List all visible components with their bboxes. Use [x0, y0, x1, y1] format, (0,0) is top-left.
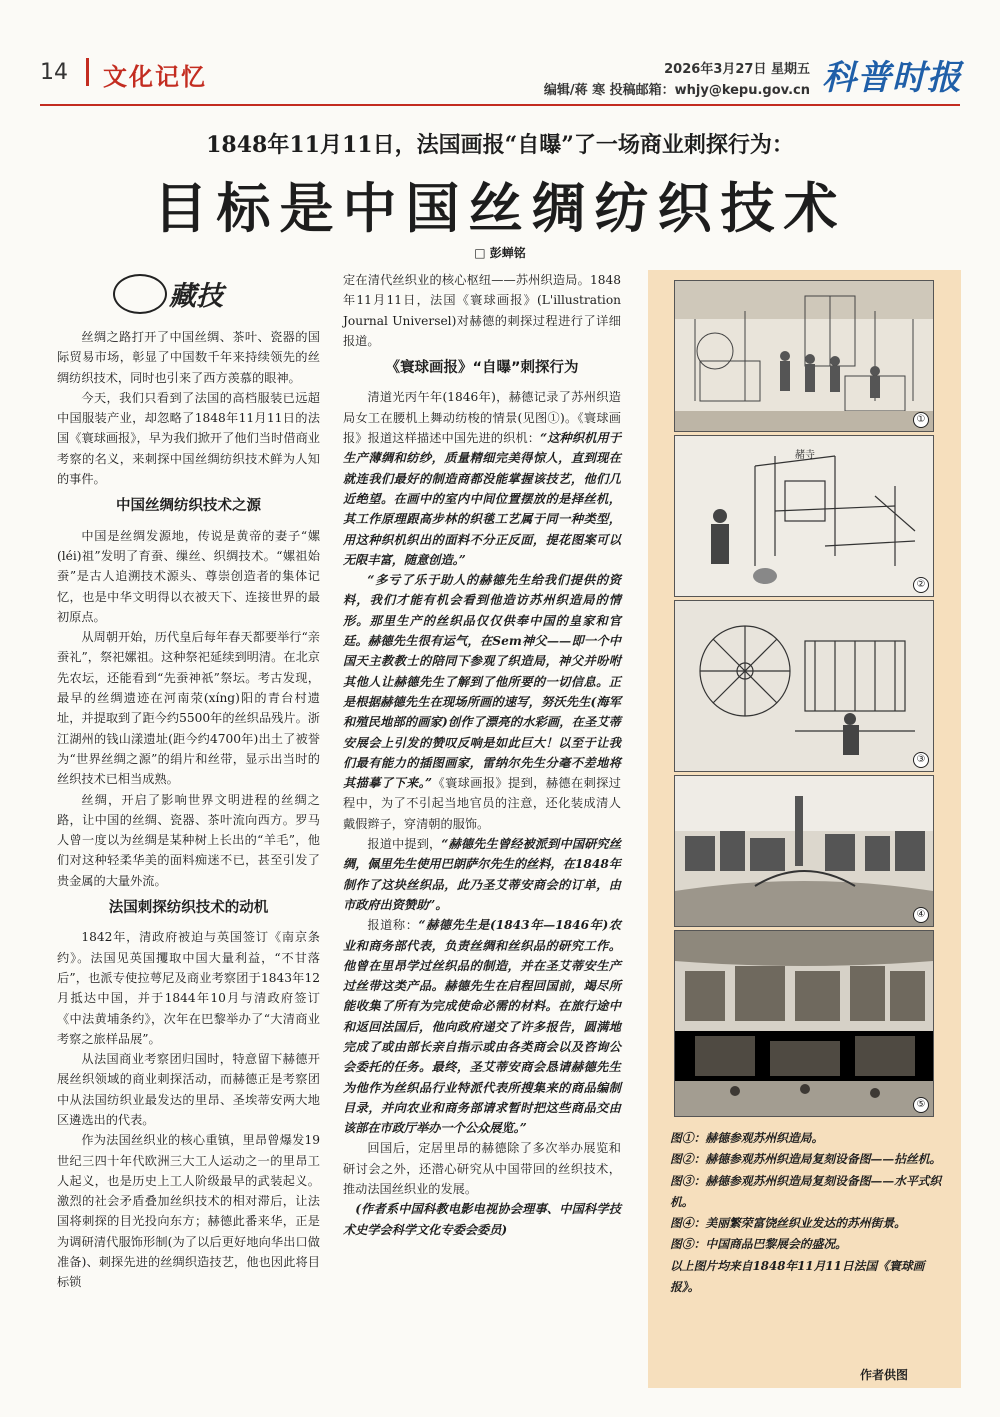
article-column-1: [57, 327, 320, 1293]
paragraph: 中国是丝绸发源地，传说是黄帝的妻子“嫘(léi)祖”发明了育蚕、缫丝、织绸技术。“嫘祖始蚕”是古人追溯技术源头、尊崇创造者的集体记忆，也是中华文明得以衣被天下、连接世界的最初原点。: [57, 528, 320, 624]
issue-date: 2026年3月27日 星期五: [664, 62, 810, 77]
paragraph-text: 报道中提到，: [367, 837, 442, 852]
paragraph: 丝绸，开启了影响世界文明进程的丝绸之路，让中国的丝绸、瓷器、茶叶流向西方。罗马人曾一度以为丝绸是某种树上长出的“羊毛”，他们对这种轻柔华美的面料痴迷不已，甚至引发了贵金属的大量外流。: [57, 792, 320, 888]
page-number: 14: [40, 60, 68, 85]
quote-text: “赫德先生是(1843年—1846年)农业和商务部代表，负责丝绸和丝织品的研究工作。他曾在里昂学过丝织品的制造，并在圣艾蒂安生产过丝带这类产品。赫德先生在启程回国前，竭尽所能收集了所有为完成使命必需的材料。在旅行途中和返回法国后，他向政府递交了许多报告，圆满地完成了或由部长亲自指示或由各类商会以及咨询公会委托的任务。最终，圣艾蒂安商会恳请赫德先生为他作为丝织品行业特派代表所搜集来的商品编制目录，并向农业和商务部请求暂时把这些商品交由该部在市政厅举办一个公众展览。”: [343, 918, 621, 1136]
figure-2-label: ②: [913, 577, 929, 593]
paragraph-text: 报道称：: [367, 918, 419, 933]
figure-3-image: [674, 600, 934, 772]
paragraph: [343, 387, 621, 570]
page-divider: [86, 58, 89, 86]
paragraph: 丝绸之路打开了中国丝绸、茶叶、瓷器的国际贸易市场，彰显了中国数千年来持续领先的丝绸纺织技术，同时也引来了西方羡慕的眼神。: [57, 330, 320, 385]
paragraph-text: 《寰球画报》提到，赫德在刺探过程中，为了不引起当地官员的注意，还化装成清人戴假辫子，穿清朝的服饰。: [343, 776, 621, 831]
caption-source: 以上图片均来自1848年11月11日法国《寰球画报》。: [670, 1258, 925, 1295]
caption-5: 图⑤：中国商品巴黎展会的盛况。: [670, 1237, 847, 1252]
figure-4-label: ④: [913, 907, 929, 923]
paragraph: 今天，我们只看到了法国的高档服装已远超中国服装产业，却忽略了1848年11月11日的法国《寰球画报》，早为我们掀开了他们当时借商业考察的名义，来刺探中国丝绸纺织技术鲜为人知的事件。: [57, 390, 320, 487]
article-byline: □ 彭蝉铭: [474, 246, 526, 260]
paragraph: 从周朝开始，历代皇后每年春天都要举行“亲蚕礼”，祭祀嫘祖。这种祭祀延续到明清。在北京先农坛，还能看到“先蚕神祇”祭坛。考古发现，最早的丝绸遗迹在河南荥(xíng)阳的青台村遗址，并提取到了距今约5500年的丝织品残片。浙江湖州的钱山漾遗址(距今约4700年)出土了被誉为“世界丝绸之源”的绢片和丝带，显示出当时的丝织技术已相当成熟。: [57, 630, 320, 787]
quote-text: “这种织机用于生产薄绸和纺纱，质量精细完美得惊人，直到现在就连我们最好的制造商都没能掌握该技艺，他们几近绝望。在画中的室内中间位置摆放的是择丝机，其工作原理跟高步林的织毯工艺属于同一种类型，用这种织机织出的面料不分正反面，提花图案可以无限丰富，随意创造。”: [343, 431, 622, 567]
figure-2-image: [674, 435, 934, 597]
editor-contact: 编辑/蒋 寒 投稿邮箱：whjy@kepu.gov.cn: [543, 83, 810, 98]
caption-1: 图①：赫德参观苏州织造局。: [670, 1131, 824, 1145]
figure-3-label: ③: [913, 752, 929, 768]
figure-5-label: ⑤: [913, 1097, 929, 1113]
article-subtitle: 1848年11月11日，法国画报“自曝”了一场商业刺探行为：: [206, 132, 794, 158]
figure-4-image: [674, 775, 934, 927]
seal-icon: [113, 274, 167, 314]
column-logo-text: 藏技: [169, 281, 223, 312]
paragraph: 回国后，定居里昂的赫德除了多次举办展览和研讨会之外，还潜心研究从中国带回的丝织技术，推动法国丝织业的发展。: [343, 1141, 621, 1197]
caption-3: 图③：赫德参观苏州织造局复刻设备图——水平式织机。: [670, 1173, 942, 1209]
article-title: 目标是中国丝绸纺织技术: [153, 177, 847, 240]
section-heading: 中国丝绸纺织技术之源: [116, 498, 261, 515]
figure-1-label: ①: [913, 412, 929, 428]
figure-1-image: [674, 280, 934, 432]
masthead-logo: 科普时报: [822, 58, 962, 98]
paragraph: 从法国商业考察团归国时，特意留下赫德开展丝织领域的商业刺探活动，而赫德正是考察团中从法国纺织业最发达的里昂、圣埃蒂安两大地区遴选出的代表。: [57, 1052, 320, 1127]
quote-text: “赫德先生曾经被派到中国研究丝绸，佩里先生使用巴朗萨尔先生的丝料，在1848年制作了这块丝织品，此乃圣艾蒂安商会的订单，由市政府出资赞助”。: [343, 837, 622, 912]
paragraph: [343, 834, 621, 915]
caption-4: 图④：美丽繁荣富饶丝织业发达的苏州街景。: [670, 1216, 906, 1231]
section-title: 文化记忆: [103, 63, 207, 91]
figure-5-image: [674, 930, 934, 1117]
author-note: (作者系中国科教电影电视协会理事、中国科学技术史学会科学文化专委会委员): [343, 1202, 621, 1237]
section-heading: 《寰球画报》“自曝”刺探行为: [385, 360, 579, 377]
header-rule: [40, 104, 960, 106]
paragraph: 作为法国丝织业的核心重镇，里昂曾爆发19世纪三四十年代欧洲三大工人运动之一的里昂工人起义，也是历史上工人阶级最早的武装起义。激烈的社会矛盾叠加丝织技术的相对滞后，让法国将刺探的目光投向东方；赫德此番来华，正是为调研清代服饰形制(为了以后更好地向华出口做准备)、刺探先进的丝绸织造技艺，他也因此将目标锁: [57, 1133, 320, 1290]
image-credit: 作者供图: [860, 1368, 909, 1382]
paragraph: [343, 570, 621, 834]
figure-2-sign: 赭寺: [795, 450, 815, 461]
section-heading: 法国刺探纺织技术的动机: [108, 900, 269, 917]
quote-text: “多亏了乐于助人的赫德先生给我们提供的资料，我们才能有机会看到他造访苏州织造局的情形。那里生产的丝织品仅仅供奉中国的皇家和官廷。赫德先生很有运气，在Sem神父——即一个中国天主教教士的陪同下参观了织造局，神父并吩咐其他人让赫德先生了解到了他所要的一切信息。正是根据赫德先生在现场所画的速写，努沃先生(海军和殖民地部的画家)创作了漂亮的水彩画，在圣艾蒂安展会上引发的赞叹反响是如此巨大！以至于让我们最有能力的插图画家，雷纳尔先生分毫不差地将其描摹了下来。”: [343, 573, 621, 791]
caption-2: 图②：赫德参观苏州织造局复刻设备图——拈丝机。: [670, 1152, 942, 1167]
article-column-2: [343, 270, 621, 1240]
figure-captions: [670, 1128, 945, 1298]
paragraph: 定在清代丝织业的核心枢纽——苏州织造局。1848年11月11日，法国《寰球画报》(L'illustration Journal Universel)对赫德的刺探过程进行了详细报道。: [343, 273, 621, 348]
paragraph: [343, 915, 621, 1138]
paragraph-text: 清道光丙午年(1846年)，赫德记录了苏州织造局女工在腰机上舞动纺梭的情景(见图①)。《寰球画报》报道这样描述中国先进的织机：: [343, 390, 621, 446]
paragraph: 1842年，清政府被迫与英国签订《南京条约》。法国见英国攫取中国大量利益，“不甘落后”，也派专使拉萼尼及商业考察团于1843年12月抵达中国，并于1844年10月与清政府签订《中法黄埔条约》，次年在巴黎举办了“大清商业考察之旅样品展”。: [57, 930, 320, 1046]
column-logo: [113, 270, 263, 316]
